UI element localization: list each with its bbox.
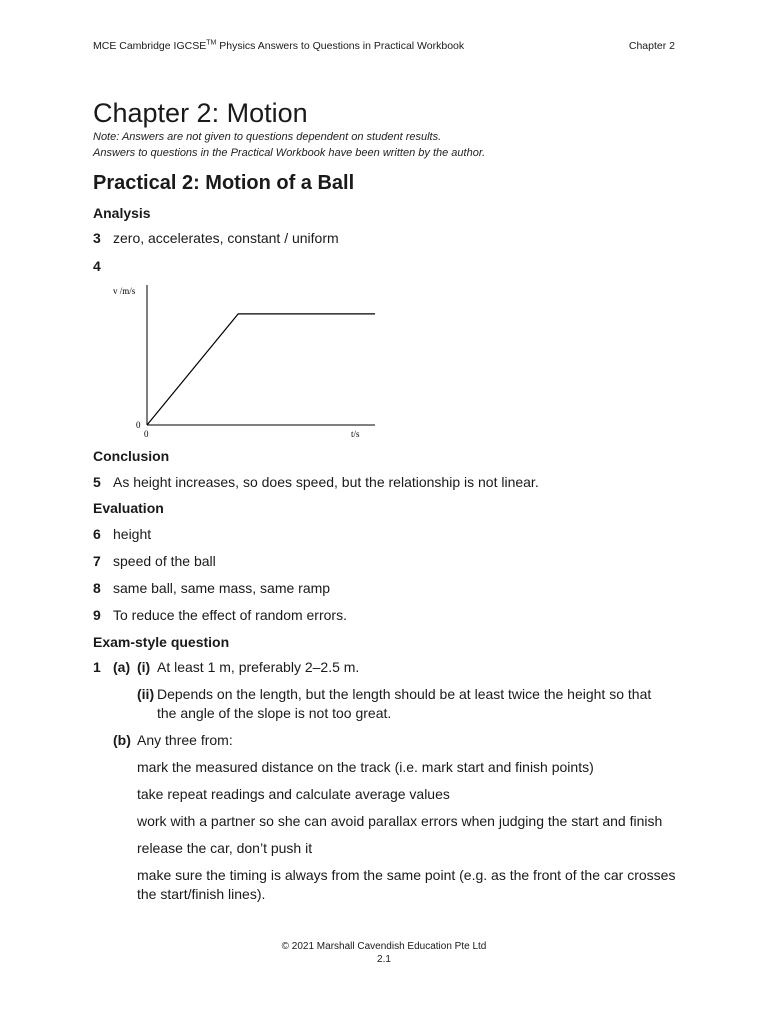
note-line-2: Answers to questions in the Practical Workbook have been written by the author.: [93, 147, 486, 159]
answer-number: 5: [93, 474, 101, 490]
header-chapter: Chapter 2: [628, 40, 675, 52]
part-b-point: work with a partner so she can avoid parallax errors when judging the start and finish: [137, 813, 663, 829]
velocity-time-graph: [105, 282, 385, 442]
answer-number: 7: [93, 553, 101, 569]
exam-question-number: 1: [93, 659, 101, 675]
part-a-i-text: At least 1 m, preferably 2–2.5 m.: [157, 659, 360, 675]
part-a-i-label: (i): [137, 659, 151, 675]
part-b-point: take repeat readings and calculate average values: [137, 786, 450, 802]
part-b-point: release the car, don’t push it: [137, 840, 313, 856]
answer-text: To reduce the effect of random errors.: [113, 607, 347, 623]
y-origin-label: 0: [136, 420, 141, 430]
answer-text: height: [113, 526, 152, 542]
answer-text: speed of the ball: [113, 553, 216, 569]
answer-number: 3: [93, 230, 101, 246]
answer-text: As height increases, so does speed, but the relationship is not linear.: [113, 474, 539, 490]
answer-text: same ball, same mass, same ramp: [113, 580, 331, 596]
note-line-1: Note: Answers are not given to questions dependent on student results.: [93, 131, 442, 143]
conclusion-heading: Conclusion: [93, 448, 170, 464]
answer-number: 4: [93, 258, 101, 274]
footer-page-number: 2.1: [377, 954, 391, 965]
series-line: [147, 314, 375, 425]
part-a-ii-label: (ii): [137, 686, 155, 702]
part-a-ii-line-1: Depends on the length, but the length should be at least twice the height so that: [157, 686, 652, 702]
part-b-point-last-line-1: make sure the timing is always from the same point (e.g. as the front of the car crosses: [137, 867, 676, 883]
part-a-label: (a): [113, 659, 131, 675]
x-origin-label: 0: [144, 429, 149, 439]
y-axis-label: v /m/s: [113, 286, 136, 296]
evaluation-heading: Evaluation: [93, 500, 164, 516]
practical-title: Practical 2: Motion of a Ball: [93, 172, 355, 194]
chapter-title: Chapter 2: Motion: [93, 98, 308, 128]
answer-text: zero, accelerates, constant / uniform: [113, 230, 339, 246]
part-a-ii-line-2: the angle of the slope is not too great.: [157, 705, 392, 721]
part-b-point-last-line-2: the start/finish lines).: [137, 886, 266, 902]
part-b-point: mark the measured distance on the track (i.e. mark start and finish points): [137, 759, 594, 775]
part-b-intro: Any three from:: [137, 732, 233, 748]
header-title: MCE Cambridge IGCSE™ Physics Answers to Questions in Practical Workbook: [93, 39, 465, 52]
exam-heading: Exam-style question: [93, 634, 230, 650]
answer-number: 9: [93, 607, 101, 623]
analysis-heading: Analysis: [93, 205, 151, 221]
footer-copyright: © 2021 Marshall Cavendish Education Pte Ltd: [281, 941, 487, 952]
x-axis-label: t/s: [351, 429, 360, 439]
part-b-label: (b): [113, 732, 131, 748]
answer-number: 6: [93, 526, 101, 542]
answer-number: 8: [93, 580, 101, 596]
